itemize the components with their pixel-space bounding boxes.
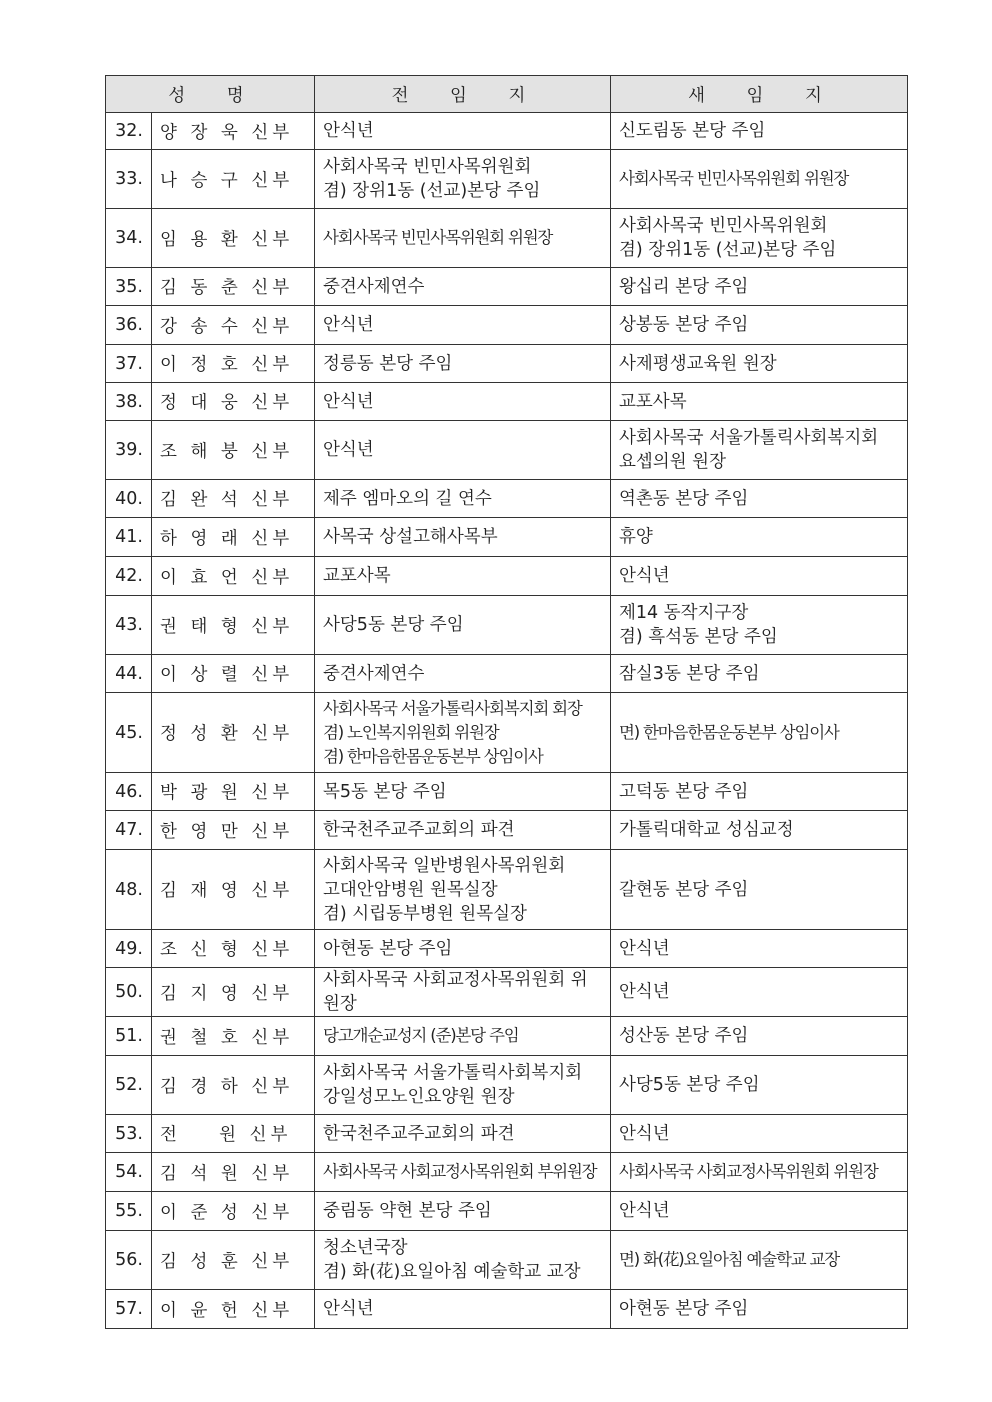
new-post: 고덕동 본당 주임: [611, 773, 908, 811]
appointment-table: [105, 75, 908, 1329]
previous-post: 사회사목국 빈민사목위원회 겸) 장위1동 (선교)본당 주임: [315, 150, 611, 209]
row-number: 52.: [106, 1056, 152, 1115]
new-post: 사당5동 본당 주임: [611, 1056, 908, 1115]
table-row: [106, 306, 908, 345]
previous-post: 사목국 상설고해사목부: [315, 518, 611, 557]
table-row: [106, 1017, 908, 1056]
priest-name: 김 동 춘 신부: [152, 268, 315, 306]
row-number: 43.: [106, 596, 152, 655]
row-number: 46.: [106, 773, 152, 811]
table-row: [106, 655, 908, 693]
header-name: 성 명: [106, 76, 315, 113]
row-number: 37.: [106, 345, 152, 383]
table-row: [106, 557, 908, 596]
row-number: 39.: [106, 421, 152, 480]
priest-name: 나 승 구 신부: [152, 150, 315, 209]
priest-name: 양 장 욱 신부: [152, 113, 315, 150]
previous-post: 사회사목국 사회교정사목위원회 위원장: [315, 968, 611, 1017]
row-number: 42.: [106, 557, 152, 596]
row-number: 44.: [106, 655, 152, 693]
new-post: 갈현동 본당 주임: [611, 850, 908, 930]
table-row: [106, 421, 908, 480]
table-row: [106, 1153, 908, 1192]
table-row: [106, 968, 908, 1017]
header-new-post: 새 임 지: [611, 76, 908, 113]
priest-name: 임 용 환 신부: [152, 209, 315, 268]
header-previous-post: 전 임 지: [315, 76, 611, 113]
new-post: 가톨릭대학교 성심교정: [611, 811, 908, 850]
table-row: [106, 1056, 908, 1115]
row-number: 51.: [106, 1017, 152, 1056]
priest-name: 이 윤 헌 신부: [152, 1290, 315, 1329]
table-row: [106, 518, 908, 557]
row-number: 36.: [106, 306, 152, 345]
new-post: 안식년: [611, 1115, 908, 1153]
previous-post: 중견사제연수: [315, 655, 611, 693]
row-number: 55.: [106, 1192, 152, 1231]
previous-post: 사회사목국 서울가톨릭사회복지회 회장 겸) 노인복지위원회 위원장 겸) 한마음한몸운동본부 상임이사: [315, 693, 611, 773]
row-number: 41.: [106, 518, 152, 557]
new-post: 면) 한마음한몸운동본부 상임이사: [611, 693, 908, 773]
row-number: 54.: [106, 1153, 152, 1192]
priest-name: 하 영 래 신부: [152, 518, 315, 557]
new-post: 안식년: [611, 968, 908, 1017]
previous-post: 청소년국장 겸) 화(花)요일아침 예술학교 교장: [315, 1231, 611, 1290]
previous-post: 당고개순교성지 (준)본당 주임: [315, 1017, 611, 1056]
previous-post: 안식년: [315, 306, 611, 345]
priest-name: 강 송 수 신부: [152, 306, 315, 345]
priest-name: 김 재 영 신부: [152, 850, 315, 930]
previous-post: 목5동 본당 주임: [315, 773, 611, 811]
table-row: [106, 693, 908, 773]
previous-post: 사회사목국 서울가톨릭사회복지회 강일성모노인요양원 원장: [315, 1056, 611, 1115]
new-post: 성산동 본당 주임: [611, 1017, 908, 1056]
new-post: 사회사목국 서울가톨릭사회복지회 요셉의원 원장: [611, 421, 908, 480]
previous-post: 중림동 약현 본당 주임: [315, 1192, 611, 1231]
table-row: [106, 773, 908, 811]
row-number: 45.: [106, 693, 152, 773]
new-post: 안식년: [611, 1192, 908, 1231]
table-row: [106, 268, 908, 306]
table-row: [106, 811, 908, 850]
row-number: 57.: [106, 1290, 152, 1329]
row-number: 34.: [106, 209, 152, 268]
new-post: 안식년: [611, 930, 908, 968]
new-post: 신도림동 본당 주임: [611, 113, 908, 150]
table-row: [106, 1231, 908, 1290]
table-row: [106, 1115, 908, 1153]
row-number: 32.: [106, 113, 152, 150]
table-row: [106, 383, 908, 421]
row-number: 48.: [106, 850, 152, 930]
row-number: 47.: [106, 811, 152, 850]
priest-name: 조 신 형 신부: [152, 930, 315, 968]
table-row: [106, 345, 908, 383]
row-number: 35.: [106, 268, 152, 306]
row-number: 50.: [106, 968, 152, 1017]
priest-name: 권 철 호 신부: [152, 1017, 315, 1056]
new-post: 교포사목: [611, 383, 908, 421]
new-post: 휴양: [611, 518, 908, 557]
priest-name: 한 영 만 신부: [152, 811, 315, 850]
table-row: [106, 1192, 908, 1231]
previous-post: 한국천주교주교회의 파견: [315, 1115, 611, 1153]
previous-post: 안식년: [315, 383, 611, 421]
table-header-row: [106, 76, 908, 113]
table-row: [106, 930, 908, 968]
row-number: 53.: [106, 1115, 152, 1153]
priest-name: 조 해 붕 신부: [152, 421, 315, 480]
priest-name: 이 정 호 신부: [152, 345, 315, 383]
new-post: 사회사목국 사회교정사목위원회 위원장: [611, 1153, 908, 1192]
new-post: 안식년: [611, 557, 908, 596]
previous-post: 제주 엠마오의 길 연수: [315, 480, 611, 518]
row-number: 38.: [106, 383, 152, 421]
priest-name: 이 준 성 신부: [152, 1192, 315, 1231]
priest-name: 김 경 하 신부: [152, 1056, 315, 1115]
priest-name: 정 성 환 신부: [152, 693, 315, 773]
previous-post: 중견사제연수: [315, 268, 611, 306]
priest-name: 김 지 영 신부: [152, 968, 315, 1017]
new-post: 사제평생교육원 원장: [611, 345, 908, 383]
priest-name: 김 완 석 신부: [152, 480, 315, 518]
table-row: [106, 150, 908, 209]
row-number: 33.: [106, 150, 152, 209]
table-row: [106, 480, 908, 518]
new-post: 아현동 본당 주임: [611, 1290, 908, 1329]
new-post: 사회사목국 빈민사목위원회 위원장: [611, 150, 908, 209]
priest-name: 전 원 신부: [152, 1115, 315, 1153]
new-post: 역촌동 본당 주임: [611, 480, 908, 518]
previous-post: 안식년: [315, 421, 611, 480]
new-post: 상봉동 본당 주임: [611, 306, 908, 345]
priest-name: 김 성 훈 신부: [152, 1231, 315, 1290]
priest-name: 이 상 렬 신부: [152, 655, 315, 693]
table-row: [106, 850, 908, 930]
row-number: 40.: [106, 480, 152, 518]
priest-name: 권 태 형 신부: [152, 596, 315, 655]
new-post: 면) 화(花)요일아침 예술학교 교장: [611, 1231, 908, 1290]
previous-post: 안식년: [315, 113, 611, 150]
previous-post: 사회사목국 빈민사목위원회 위원장: [315, 209, 611, 268]
previous-post: 아현동 본당 주임: [315, 930, 611, 968]
table-row: [106, 209, 908, 268]
previous-post: 안식년: [315, 1290, 611, 1329]
priest-name: 박 광 원 신부: [152, 773, 315, 811]
priest-name: 이 효 언 신부: [152, 557, 315, 596]
table-row: [106, 596, 908, 655]
previous-post: 정릉동 본당 주임: [315, 345, 611, 383]
previous-post: 교포사목: [315, 557, 611, 596]
previous-post: 한국천주교주교회의 파견: [315, 811, 611, 850]
new-post: 사회사목국 빈민사목위원회 겸) 장위1동 (선교)본당 주임: [611, 209, 908, 268]
row-number: 49.: [106, 930, 152, 968]
previous-post: 사회사목국 일반병원사목위원회 고대안암병원 원목실장 겸) 시립동부병원 원목실장: [315, 850, 611, 930]
priest-name: 정 대 웅 신부: [152, 383, 315, 421]
new-post: 왕십리 본당 주임: [611, 268, 908, 306]
row-number: 56.: [106, 1231, 152, 1290]
previous-post: 사회사목국 사회교정사목위원회 부위원장: [315, 1153, 611, 1192]
table-row: [106, 1290, 908, 1329]
priest-name: 김 석 원 신부: [152, 1153, 315, 1192]
previous-post: 사당5동 본당 주임: [315, 596, 611, 655]
new-post: 제14 동작지구장 겸) 흑석동 본당 주임: [611, 596, 908, 655]
table-row: [106, 113, 908, 150]
new-post: 잠실3동 본당 주임: [611, 655, 908, 693]
